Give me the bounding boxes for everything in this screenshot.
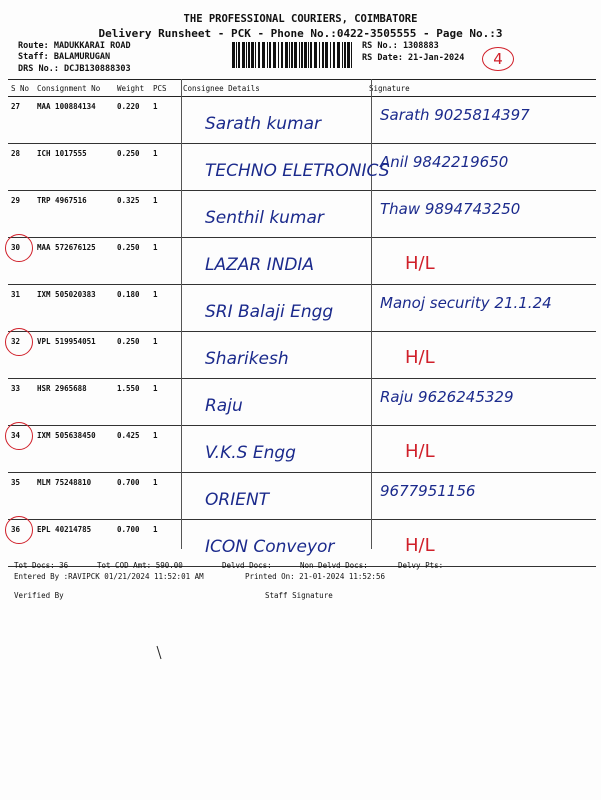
pen-mark <box>155 645 163 661</box>
row-weight: 0.700 <box>114 473 150 520</box>
barcode-bar <box>269 42 271 68</box>
barcode-bar <box>325 42 328 68</box>
row-weight: 1.550 <box>114 379 150 426</box>
row-pcs: 1 <box>150 426 180 473</box>
verified-by: Verified By <box>14 591 64 600</box>
barcode-bar <box>262 42 265 68</box>
row-consignment-no: VPL 519954051 <box>34 332 114 379</box>
handwritten-signature: Anil 9842219650 <box>380 153 509 171</box>
barcode-bar <box>344 42 346 68</box>
barcode-bar <box>246 42 247 68</box>
barcode-bar <box>304 42 307 68</box>
row-signature-cell <box>366 238 596 285</box>
row-pcs: 1 <box>150 191 180 238</box>
barcode-bar <box>289 42 290 68</box>
hold-mark: H/L <box>405 441 435 462</box>
staff-signature: Staff Signature <box>265 591 333 600</box>
non-delivered-docs: Non Delvd Docs: <box>300 561 368 570</box>
col-consignee: Consignee Details <box>180 80 366 97</box>
handwritten-consignee: Sarath kumar <box>205 114 322 134</box>
barcode-icon <box>232 42 354 68</box>
row-consignment-no: IXM 505638450 <box>34 426 114 473</box>
row-sno: 36 <box>8 520 34 567</box>
col-pcs: PCS <box>150 80 180 97</box>
barcode-bar <box>342 42 343 68</box>
handwritten-consignee: Senthil kumar <box>205 208 324 228</box>
row-consignment-no: MAA 100884134 <box>34 97 114 144</box>
row-weight: 0.250 <box>114 144 150 191</box>
row-weight: 0.220 <box>114 97 150 144</box>
row-consignment-no: ICH 1017555 <box>34 144 114 191</box>
handwritten-signature: Thaw 9894743250 <box>380 200 521 218</box>
barcode-bar <box>322 42 324 68</box>
handwritten-signature: 9677951156 <box>380 482 476 500</box>
table-row <box>8 426 596 473</box>
row-sno: 30 <box>8 238 34 285</box>
total-docs: Tot Docs: 36 <box>14 561 69 570</box>
route-label: Route: MADUKKARAI ROAD <box>18 41 131 51</box>
barcode-bar <box>258 42 260 68</box>
row-signature-cell <box>366 520 596 567</box>
barcode-bar <box>347 42 350 68</box>
row-sno: 28 <box>8 144 34 191</box>
row-weight: 0.180 <box>114 285 150 332</box>
handwritten-consignee: ORIENT <box>205 490 270 510</box>
printed-on: Printed On: 21-01-2024 11:52:56 <box>245 572 385 581</box>
handwritten-page-number: 4 <box>482 47 514 71</box>
barcode-bar <box>281 42 283 68</box>
row-weight: 0.700 <box>114 520 150 567</box>
row-sno: 34 <box>8 426 34 473</box>
drs-label: DRS No.: DCJB130888303 <box>18 64 131 74</box>
handwritten-signature: Manoj security 21.1.24 <box>380 294 552 312</box>
barcode-bar <box>294 42 297 68</box>
row-pcs: 1 <box>150 520 180 567</box>
barcode-bar <box>242 42 245 68</box>
row-pcs: 1 <box>150 332 180 379</box>
barcode-bar <box>299 42 300 68</box>
row-pcs: 1 <box>150 144 180 191</box>
column-divider <box>181 79 182 549</box>
red-circle-mark <box>5 234 33 262</box>
barcode-bar <box>337 42 340 68</box>
barcode-bar <box>248 42 250 68</box>
handwritten-consignee: Raju <box>205 396 243 416</box>
row-weight: 0.425 <box>114 426 150 473</box>
row-pcs: 1 <box>150 285 180 332</box>
table-row <box>8 473 596 520</box>
row-weight: 0.250 <box>114 332 150 379</box>
company-title: THE PROFESSIONAL COURIERS, COIMBATORE <box>183 13 418 25</box>
col-consignment: Consignment No <box>34 80 114 97</box>
delivered-docs: Delvd Docs: <box>222 561 272 570</box>
barcode-bar <box>308 42 309 68</box>
col-signature: Signature <box>366 80 596 97</box>
barcode-bar <box>285 42 288 68</box>
row-consignment-no: MLM 75248810 <box>34 473 114 520</box>
row-sno: 31 <box>8 285 34 332</box>
handwritten-signature: Raju 9626245329 <box>380 388 514 406</box>
row-sno: 29 <box>8 191 34 238</box>
row-consignment-no: MAA 572676125 <box>34 238 114 285</box>
barcode-bar <box>238 42 240 68</box>
hold-mark: H/L <box>405 253 435 274</box>
barcode-bar <box>301 42 303 68</box>
table-row <box>8 332 596 379</box>
row-signature-cell <box>366 332 596 379</box>
hold-mark: H/L <box>405 347 435 368</box>
staff-label: Staff: BALAMURUGAN <box>18 52 111 62</box>
barcode-bar <box>319 42 320 68</box>
row-consignment-no: EPL 40214785 <box>34 520 114 567</box>
row-signature-cell <box>366 426 596 473</box>
barcode-bar <box>291 42 293 68</box>
rs-date: RS Date: 21-Jan-2024 <box>362 53 465 63</box>
red-circle-mark <box>5 422 33 450</box>
runsheet-subtitle: Delivery Runsheet - PCK - Phone No.:0422-3505555 - Page No.:3 <box>98 27 503 40</box>
handwritten-consignee: V.K.S Engg <box>205 443 296 463</box>
entered-by: Entered By :RAVIPCK 01/21/2024 11:52:01 AM <box>14 572 204 581</box>
barcode-bar <box>255 42 256 68</box>
handwritten-signature: Sarath 9025814397 <box>380 106 530 124</box>
delivery-points: Delvy Pts: <box>398 561 444 570</box>
barcode-bar <box>273 42 276 68</box>
barcode-bar <box>314 42 317 68</box>
row-pcs: 1 <box>150 238 180 285</box>
row-sno: 33 <box>8 379 34 426</box>
handwritten-consignee: SRI Balaji Engg <box>205 302 334 322</box>
barcode-bar <box>236 42 237 68</box>
handwritten-consignee: TECHNO ELETRONICS <box>205 161 390 181</box>
handwritten-consignee: ICON Conveyor <box>205 537 335 557</box>
barcode-bar <box>351 42 352 68</box>
handwritten-consignee: Sharikesh <box>205 349 289 369</box>
col-weight: Weight <box>114 80 150 97</box>
row-pcs: 1 <box>150 379 180 426</box>
row-weight: 0.325 <box>114 191 150 238</box>
barcode-bar <box>333 42 335 68</box>
red-circle-mark <box>5 328 33 356</box>
row-pcs: 1 <box>150 97 180 144</box>
table-header-row <box>8 80 596 97</box>
hold-mark: H/L <box>405 535 435 556</box>
row-consignment-no: IXM 505020383 <box>34 285 114 332</box>
handwritten-consignee: LAZAR INDIA <box>205 255 315 275</box>
total-cod: Tot COD Amt: 590.00 <box>97 561 183 570</box>
row-consignment-no: HSR 2965688 <box>34 379 114 426</box>
row-sno: 27 <box>8 97 34 144</box>
col-sno: S No <box>8 80 34 97</box>
barcode-bar <box>232 42 235 68</box>
rs-number: RS No.: 1308883 <box>362 41 439 51</box>
row-sno: 32 <box>8 332 34 379</box>
barcode-bar <box>330 42 331 68</box>
barcode-bar <box>310 42 312 68</box>
red-circle-mark <box>5 516 33 544</box>
column-divider <box>371 79 372 549</box>
row-pcs: 1 <box>150 473 180 520</box>
row-consignment-no: TRP 4967516 <box>34 191 114 238</box>
barcode-bar <box>251 42 254 68</box>
row-sno: 35 <box>8 473 34 520</box>
barcode-bar <box>278 42 279 68</box>
row-weight: 0.250 <box>114 238 150 285</box>
barcode-bar <box>267 42 268 68</box>
